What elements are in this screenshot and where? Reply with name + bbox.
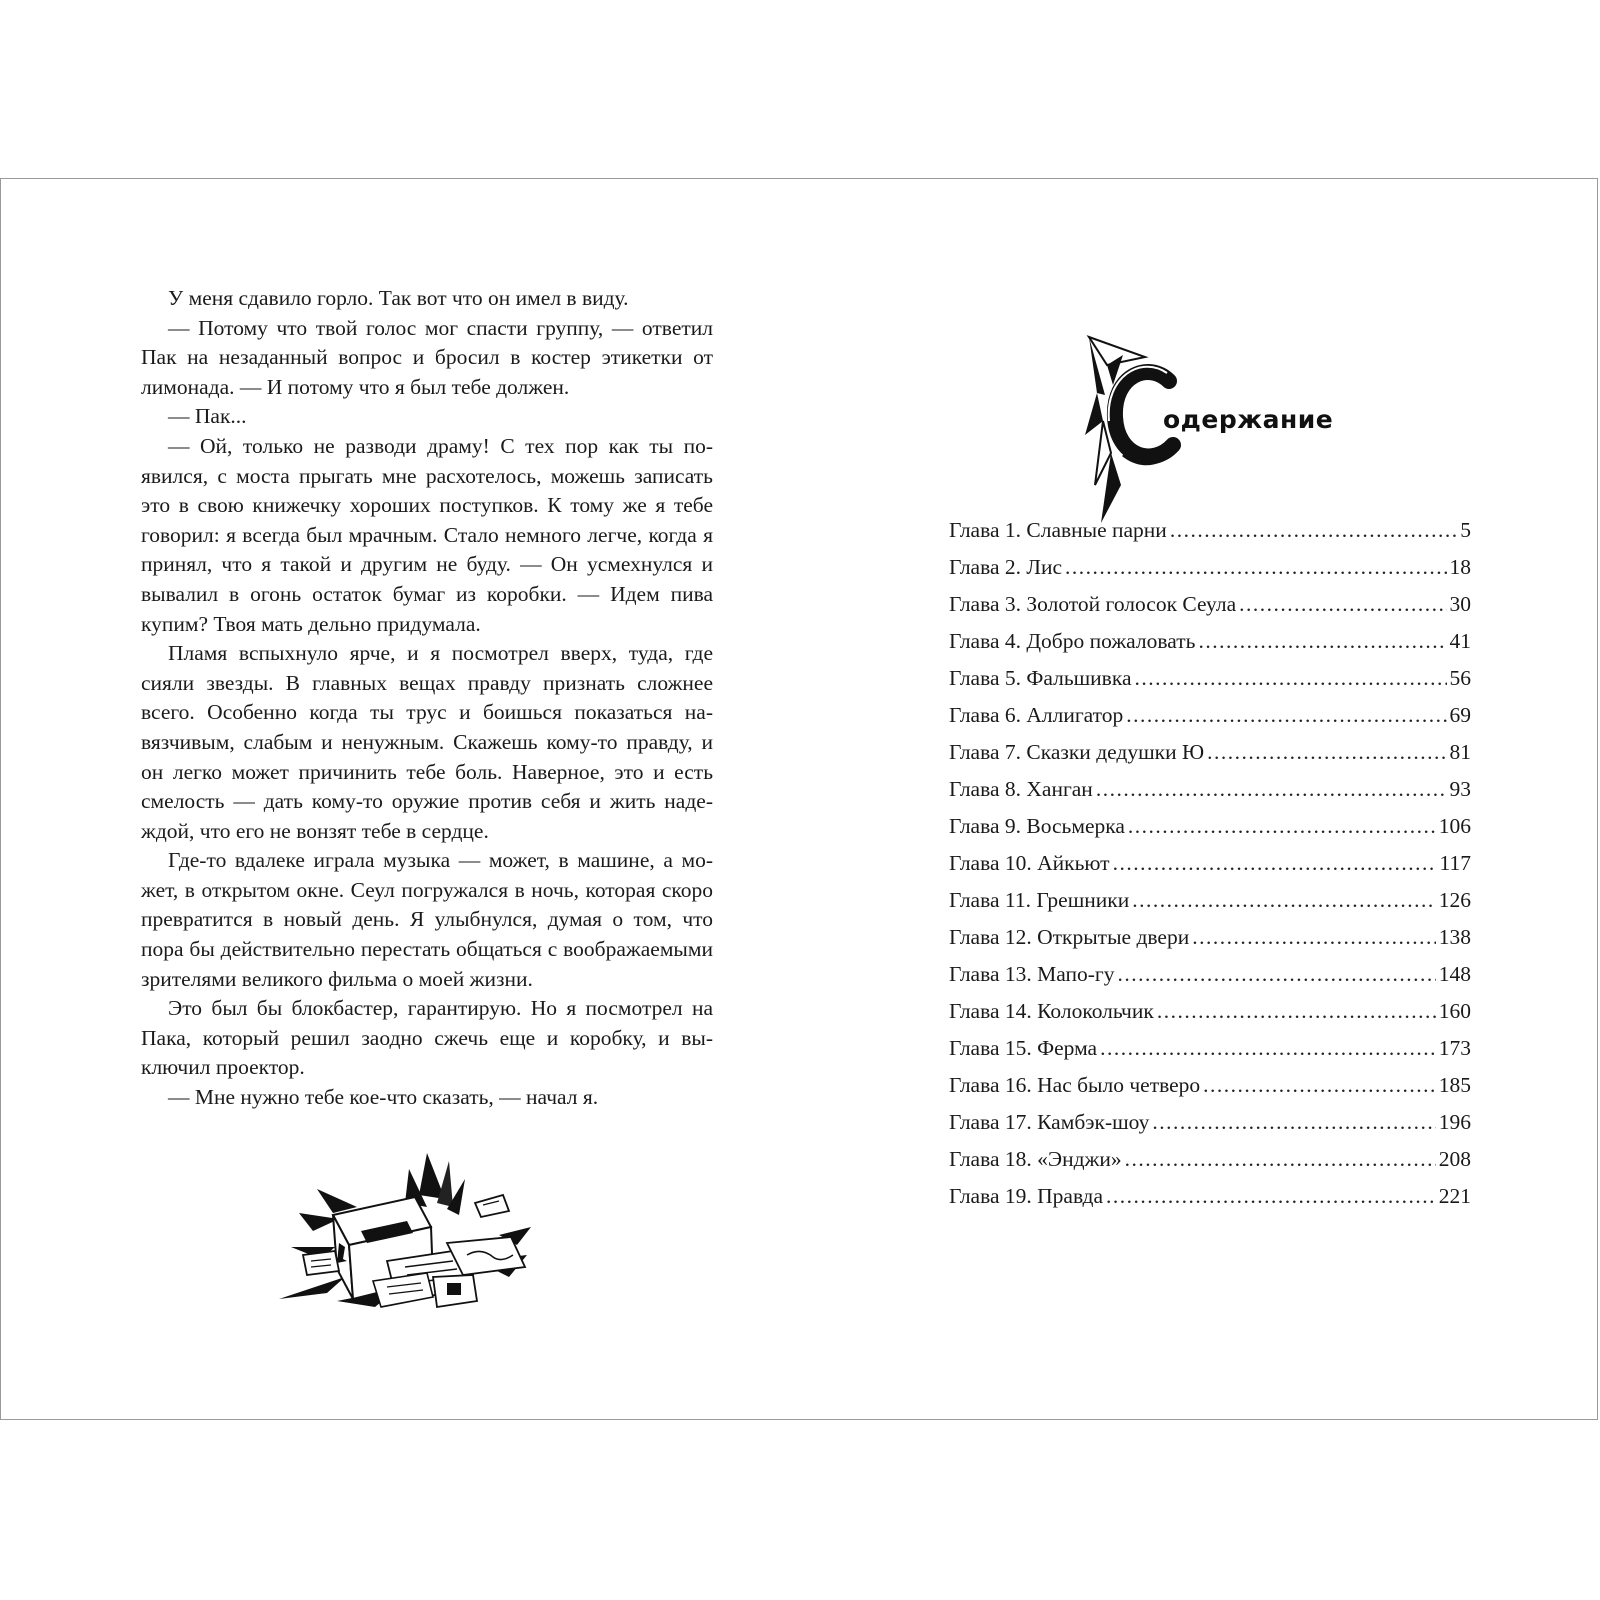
toc-leader-dots — [1157, 999, 1436, 1024]
toc-entry-page: 148 — [1438, 962, 1471, 986]
toc-entry-page: 69 — [1449, 703, 1471, 727]
toc-title: одержание — [1163, 405, 1334, 434]
paragraph: — Потому что твой голос мог спасти группу, — ответил Пак на незаданный вопрос и бросил в костер этикетки от лимонада. — И потому что я был тебе должен. — [141, 315, 713, 399]
paragraph: Это был бы блокбастер, гарантирую. Но я посмотрел на Пака, который решил заодно сжечь еще и коробку, и выключил проектор. — [141, 996, 713, 1080]
paragraph: — Мне нужно тебе кое-что сказать, — начал я. — [168, 1085, 599, 1110]
toc-entry-page: 173 — [1438, 1036, 1471, 1060]
toc-entry-title: Глава 13. Мапо-гу — [949, 962, 1115, 986]
toc-leader-dots — [1203, 1073, 1436, 1098]
toc-entry-page: 117 — [1439, 851, 1471, 875]
toc-entry-page: 138 — [1438, 925, 1471, 949]
toc-entry-page: 93 — [1449, 777, 1471, 801]
toc-leader-dots — [1192, 925, 1436, 950]
toc-entry[interactable] — [949, 851, 1471, 888]
toc-entry-page: 126 — [1438, 888, 1471, 912]
toc-entry[interactable] — [949, 555, 1471, 592]
paragraph: У меня сдавило горло. Так вот что он имел в виду. — [168, 286, 629, 310]
toc-entry[interactable] — [949, 814, 1471, 851]
toc-leader-dots — [1100, 1036, 1436, 1061]
toc-leader-dots — [1096, 777, 1447, 802]
toc-entry[interactable] — [949, 888, 1471, 925]
toc-entry-title: Глава 6. Аллигатор — [949, 703, 1124, 727]
toc-entry-title: Глава 19. Правда — [949, 1184, 1104, 1208]
toc-entry[interactable] — [949, 777, 1471, 814]
toc-leader-dots — [1135, 666, 1447, 691]
toc-entry-title: Глава 15. Ферма — [949, 1036, 1098, 1060]
toc-entry-page: 160 — [1438, 999, 1471, 1023]
toc-leader-dots — [1132, 888, 1436, 913]
toc-entry-title: Глава 9. Восьмерка — [949, 814, 1125, 838]
toc-leader-dots — [1207, 740, 1446, 765]
toc-leader-dots — [1113, 851, 1437, 876]
toc-entry[interactable] — [949, 1073, 1471, 1110]
toc-entry-page: 106 — [1438, 814, 1471, 838]
toc-entry[interactable] — [949, 1147, 1471, 1184]
toc-entry-title: Глава 5. Фальшивка — [949, 666, 1132, 690]
toc-entry-page: 18 — [1449, 555, 1471, 579]
toc-entry-page: 185 — [1438, 1073, 1471, 1097]
toc-entry-page: 196 — [1438, 1110, 1471, 1134]
toc-entry[interactable] — [949, 1110, 1471, 1147]
toc-entry-title: Глава 16. Нас было четверо — [949, 1073, 1201, 1097]
toc-leader-dots — [1239, 592, 1446, 617]
toc-leader-dots — [1198, 629, 1446, 654]
toc-entry-title: Глава 11. Грешники — [949, 888, 1130, 912]
left-page-text — [141, 284, 713, 1113]
toc-entry-title: Глава 18. «Энджи» — [949, 1147, 1122, 1171]
toc-entry[interactable] — [949, 666, 1471, 703]
toc-entry[interactable] — [949, 925, 1471, 962]
toc-entry-page: 208 — [1438, 1147, 1471, 1171]
toc-entry-title: Глава 12. Открытые двери — [949, 925, 1190, 949]
toc-leader-dots — [1128, 814, 1436, 839]
paragraph: Пламя вспыхнуло ярче, и я посмотрел вверх, туда, где сияли звезды. В главных вещах правду признать сложнее всего. Особенно когда ты трус и боишься показаться навязчивым, слабым и ненужным. Скажешь кому-то правду, и он легко может причинить тебе боль. Наверное, это и есть смелость — дать кому-то оружие против себя и жить надеждой, что его не вонзят тебе в сердце. — [141, 641, 713, 843]
toc-entry-page: 221 — [1438, 1184, 1471, 1208]
toc-entry[interactable] — [949, 703, 1471, 740]
toc-entry-title: Глава 10. Айкьют — [949, 851, 1110, 875]
toc-leader-dots — [1106, 1184, 1436, 1209]
toc-entry-page: 81 — [1449, 740, 1471, 764]
toc-entry-title: Глава 3. Золотой голосок Сеула — [949, 592, 1237, 616]
toc-entry-page: 41 — [1449, 629, 1471, 653]
toc-leader-dots — [1126, 703, 1446, 728]
toc-entry-title: Глава 14. Колокольчик — [949, 999, 1154, 1023]
toc-entry[interactable] — [949, 592, 1471, 629]
toc-entry[interactable] — [949, 518, 1471, 555]
toc-heading — [1083, 335, 1343, 525]
table-of-contents — [949, 518, 1471, 1221]
book-spread — [0, 178, 1598, 1420]
toc-entry-title: Глава 1. Славные парни — [949, 518, 1167, 542]
paragraph: Где-то вдалеке играла музыка — может, в машине, а может, в открытом окне. Сеул погружался в ночь, которая скоро превратится в новый день. Я улыбнулся, думая о том, что пора бы действительно перестать общаться с воображаемыми зрителями великого фильма о моей жизни. — [141, 848, 713, 991]
toc-entry[interactable] — [949, 1036, 1471, 1073]
toc-entry[interactable] — [949, 629, 1471, 666]
toc-leader-dots — [1117, 962, 1435, 987]
paragraph: — Пак... — [168, 404, 247, 429]
toc-entry[interactable] — [949, 999, 1471, 1036]
toc-entry-title: Глава 8. Ханган — [949, 777, 1093, 801]
toc-entry-title: Глава 17. Камбэк-шоу — [949, 1110, 1150, 1134]
toc-entry-title: Глава 2. Лис — [949, 555, 1063, 579]
toc-entry-title: Глава 4. Добро пожаловать — [949, 629, 1196, 653]
toc-leader-dots — [1065, 555, 1446, 580]
toc-entry-page: 56 — [1449, 666, 1471, 690]
toc-entry-page: 30 — [1449, 592, 1471, 616]
toc-leader-dots — [1170, 518, 1457, 543]
toc-entry-page: 5 — [1460, 518, 1471, 542]
toc-leader-dots — [1152, 1110, 1435, 1135]
toc-entry[interactable] — [949, 740, 1471, 777]
toc-entry[interactable] — [949, 1184, 1471, 1221]
toc-entry[interactable] — [949, 962, 1471, 999]
paragraph: — Ой, только не разводи драму! С тех пор как ты появился, с моста прыгать мне расхотелось, можешь записать это в свою книжечку хороших поступков. К тому же я тебе говорил: я всегда был мрачным. Стало немного легче, когда я принял, что я такой и другим не буду. — Он усмехнулся и вывалил в огонь остаток бумаг из коробки. — Идем пива купим? Твоя мать дельно придумала. — [141, 433, 713, 636]
toc-entry-title: Глава 7. Сказки дедушки Ю — [949, 740, 1205, 764]
box-with-papers-icon — [277, 1151, 541, 1321]
toc-leader-dots — [1125, 1147, 1436, 1172]
